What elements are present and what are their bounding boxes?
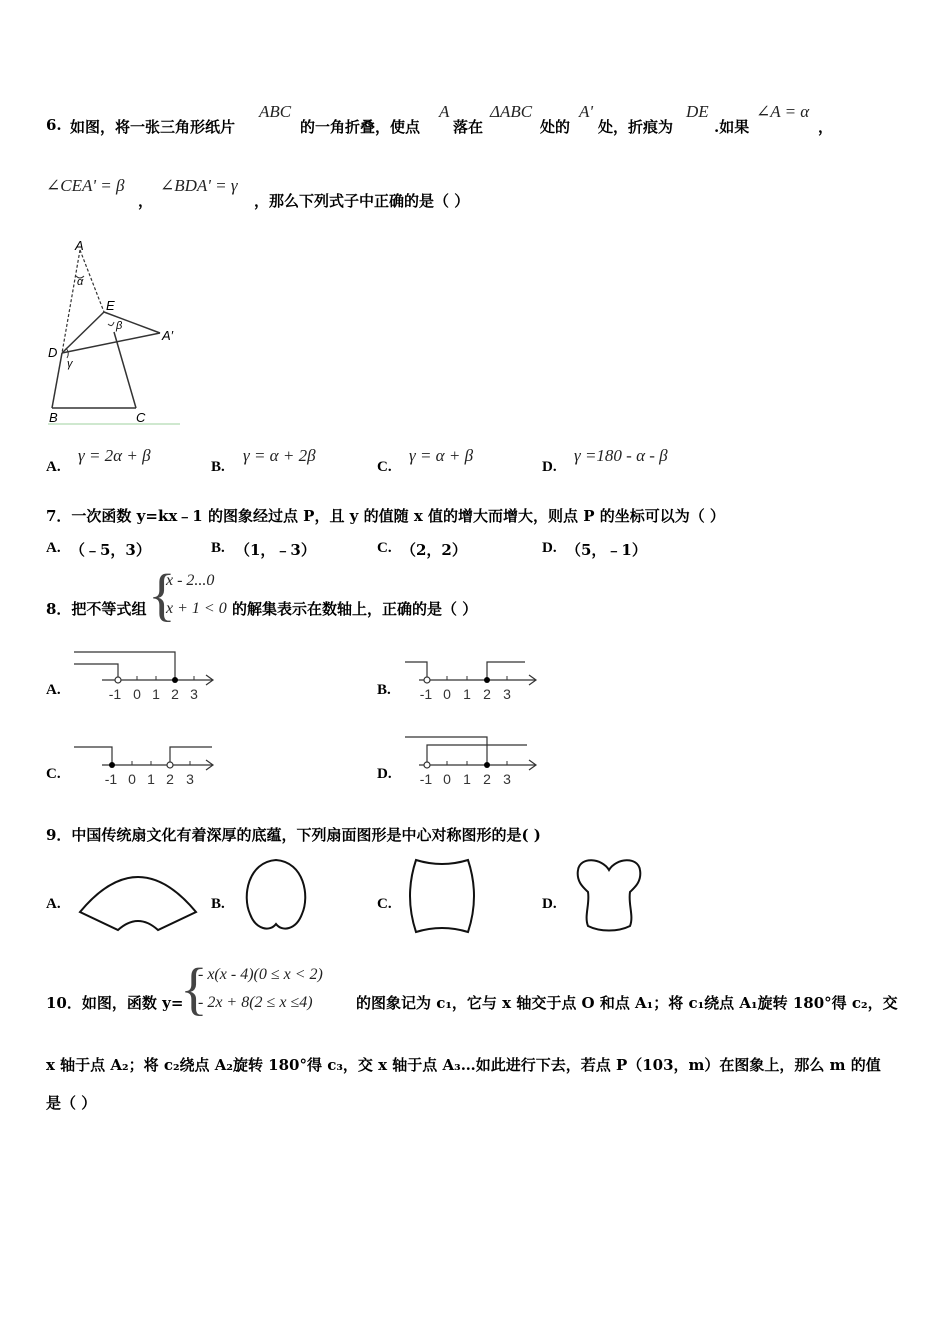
q7-option-d-label[interactable]: D. <box>542 540 557 556</box>
fig-label-b: B <box>49 410 58 425</box>
q6-triangle-figure <box>40 236 190 432</box>
fig-label-c: C <box>136 410 146 425</box>
q10-line-1: 的图象记为 c₁，它与 x 轴交于点 O 和点 A₁；将 c₁绕点 A₁旋转 180°得 c₂，交 <box>356 994 898 1012</box>
q9-option-d-label[interactable]: D. <box>542 896 557 912</box>
q6-option-c-label[interactable]: C. <box>377 459 392 475</box>
tick-label: 0 <box>128 771 136 787</box>
q6-option-c-expr: γ = α + β <box>409 446 474 465</box>
fig-label-e: E <box>106 298 115 313</box>
fig-label-d: D <box>48 345 58 360</box>
q7-option-c-text: （2，2） <box>401 541 467 559</box>
tick-label: -1 <box>419 771 433 787</box>
q8-option-b-label[interactable]: B. <box>377 682 391 698</box>
fig-label-gamma: γ <box>67 358 73 370</box>
tick-label: 2 <box>483 771 491 787</box>
tick-label: 2 <box>171 686 179 702</box>
q7-option-b-label[interactable]: B. <box>211 540 225 556</box>
q9-option-b-label[interactable]: B. <box>211 896 225 912</box>
number-line-c <box>72 735 222 790</box>
q9-option-c-label[interactable]: C. <box>377 896 392 912</box>
tick-label: 3 <box>503 771 511 787</box>
q6-math-de: DE <box>686 102 709 121</box>
tick-label: 1 <box>152 686 160 702</box>
q8-option-c-label[interactable]: C. <box>46 766 61 782</box>
q6-math-a: A <box>439 102 450 121</box>
fig-label-a: A <box>75 238 84 253</box>
q8-system-line-1: x - 2...0 <box>166 572 215 589</box>
q6-text-3: 落在 <box>453 118 484 136</box>
fan-shape-b <box>240 856 312 936</box>
q8-option-d-label[interactable]: D. <box>377 766 392 782</box>
q7-option-d-text: （5，﹣1） <box>566 541 647 559</box>
fig-label-alpha: α <box>77 276 84 288</box>
q6-number: 6. <box>46 116 62 134</box>
q8-brace: { <box>148 562 176 627</box>
q6-text-2: 的一角折叠，使点 <box>300 118 421 136</box>
q10-line-2: x 轴于点 A₂；将 c₂绕点 A₂旋转 180°得 c₃，交 x 轴于点 A₃…如此进行下去，若点 P（103，m）在图象上，那么 m 的值 <box>46 1056 881 1074</box>
tick-label: 0 <box>443 686 451 702</box>
q8-system-line-2: x + 1 < 0 <box>166 600 227 617</box>
fan-shape-c <box>404 856 480 936</box>
fig-label-beta: β <box>116 320 123 332</box>
tick-label: 3 <box>503 686 511 702</box>
tick-label: 3 <box>190 686 198 702</box>
q6-option-a-label[interactable]: A. <box>46 459 61 475</box>
q7-option-c-label[interactable]: C. <box>377 540 392 556</box>
q6-text-1: 如图，将一张三角形纸片 <box>70 118 236 136</box>
tick-label: -1 <box>108 686 122 702</box>
q10-brace: { <box>180 956 208 1021</box>
q6-math-triangle: ΔABC <box>490 102 533 121</box>
tick-label: 2 <box>483 686 491 702</box>
number-line-b <box>403 650 553 705</box>
number-line-d <box>403 733 553 790</box>
q6-text-5: 处，折痕为 <box>598 118 674 136</box>
q10-prefix: 10．如图，函数 y= <box>46 994 184 1012</box>
tick-label: 0 <box>443 771 451 787</box>
tick-label: 1 <box>463 771 471 787</box>
tick-label: 1 <box>147 771 155 787</box>
q7-text: 7．一次函数 y=kx﹣1 的图象经过点 P，且 y 的值随 x 值的增大而增大，则点 P 的坐标可以为（ ） <box>46 507 725 525</box>
number-line-a <box>72 650 222 705</box>
q6-text-9: ，那么下列式子中正确的是（ ） <box>254 192 470 210</box>
q7-option-b-text: （1，﹣3） <box>235 541 316 559</box>
q8-option-a-label[interactable]: A. <box>46 682 61 698</box>
q10-line-3: 是（ ） <box>46 1094 97 1112</box>
q6-math-angle-a: ∠A = α <box>756 102 810 121</box>
fan-shape-d <box>572 856 646 936</box>
q9-text: 9．中国传统扇文化有着深厚的底蕴，下列扇面图形是中心对称图形的是( ) <box>46 826 541 844</box>
tick-label: 0 <box>133 686 141 702</box>
tick-label: 1 <box>463 686 471 702</box>
fan-shape-a <box>76 862 200 934</box>
tick-label: 2 <box>166 771 174 787</box>
q6-math-cea: ∠CEA' = β <box>46 176 125 195</box>
tick-label: -1 <box>419 686 433 702</box>
q6-option-b-expr: γ = α + 2β <box>243 446 316 465</box>
q8-suffix: 的解集表示在数轴上，正确的是（ ） <box>232 600 478 618</box>
q6-text-7: ， <box>818 118 834 136</box>
q6-math-aprime: A' <box>579 102 594 121</box>
q9-option-a-label[interactable]: A. <box>46 896 61 912</box>
tick-label: 3 <box>186 771 194 787</box>
q8-prefix: 8．把不等式组 <box>46 600 147 618</box>
q6-text-4: 处的 <box>540 118 571 136</box>
fig-label-aprime: A′ <box>162 328 174 343</box>
q6-text-8: ， <box>138 192 154 210</box>
q6-option-d-expr: γ =180 - α - β <box>574 446 668 465</box>
q6-text-6: .如果 <box>714 118 750 136</box>
q6-math-bda: ∠BDA' = γ <box>160 176 238 195</box>
q7-option-a-label[interactable]: A. <box>46 540 61 556</box>
q10-piece-1: - x(x - 4)(0 ≤ x < 2) <box>198 966 323 983</box>
q6-option-a-expr: γ = 2α + β <box>78 446 151 465</box>
tick-label: -1 <box>104 771 118 787</box>
q6-math-abc: ABC <box>259 102 292 121</box>
q6-option-d-label[interactable]: D. <box>542 459 557 475</box>
q10-piece-2: - 2x + 8(2 ≤ x ≤4) <box>198 994 313 1011</box>
q6-option-b-label[interactable]: B. <box>211 459 225 475</box>
q7-option-a-text: （﹣5，3） <box>70 541 151 559</box>
